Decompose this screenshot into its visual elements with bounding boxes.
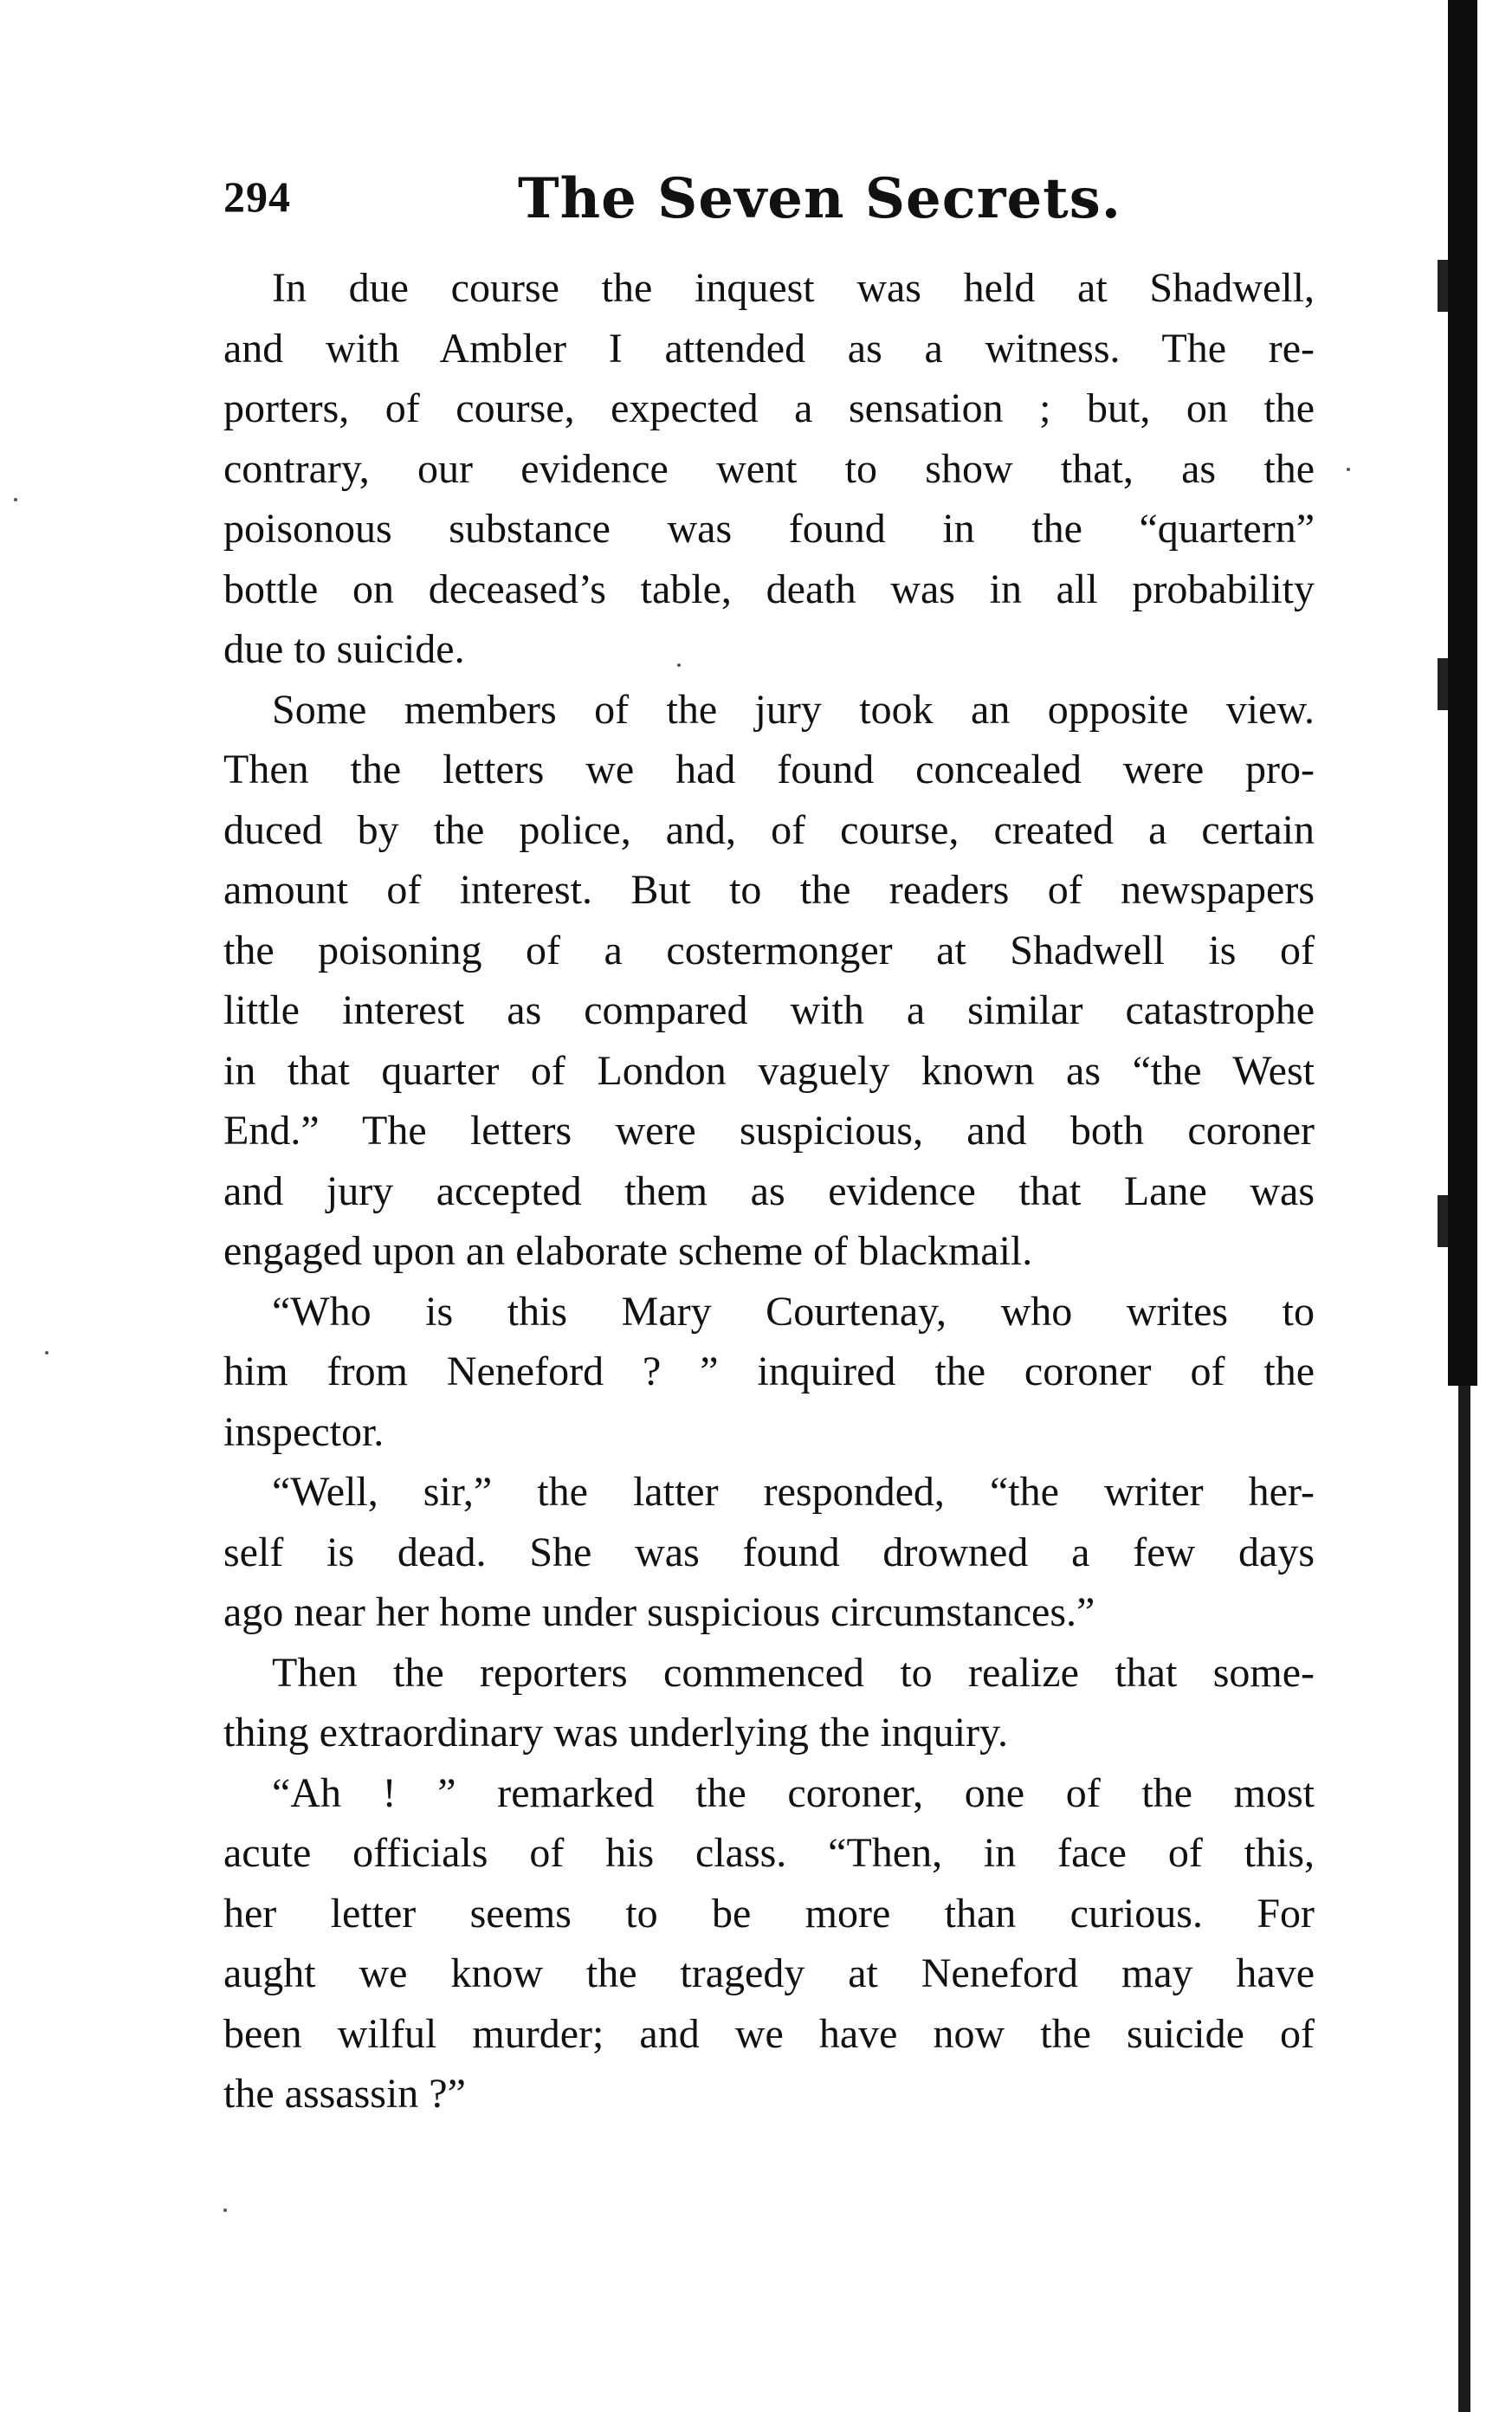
paper-speck <box>223 2208 227 2212</box>
paper-speck <box>45 1351 48 1355</box>
text-line: him from Neneford ? ” inquired the coroner of the <box>223 1348 1315 1394</box>
text-line: engaged upon an elaborate scheme of blackmail. <box>223 1228 1033 1274</box>
text-line: Then the letters we had found concealed were pro- <box>223 747 1315 792</box>
page-edge-shadow <box>1448 0 1477 1386</box>
text-line: Some members of the jury took an opposite view. <box>272 686 1315 733</box>
text-line: and jury accepted them as evidence that Lane was <box>223 1167 1315 1214</box>
text-line: inspector. <box>223 1408 384 1455</box>
text-line: been wilful murder; and we have now the suicide of <box>223 2010 1315 2057</box>
text-line: her letter seems to be more than curious. For <box>223 1890 1315 1937</box>
text-line: In due course the inquest was held at Shadwell, <box>272 265 1315 311</box>
page-edge-notch <box>1438 1195 1448 1247</box>
text-line: the assassin ?” <box>223 2071 466 2117</box>
page-number: 294 <box>223 172 291 221</box>
text-line: duced by the police, and, of course, created a certain <box>223 806 1315 853</box>
text-line: amount of interest. But to the readers of newspapers <box>223 867 1315 913</box>
text-line: “Ah ! ” remarked the coroner, one of the most <box>272 1769 1315 1816</box>
text-line: in that quarter of London vaguely known as “the West <box>223 1047 1315 1094</box>
text-line: self is dead. She was found drowned a few days <box>223 1529 1315 1575</box>
paper-speck <box>14 498 17 501</box>
page-edge-notch <box>1438 658 1448 710</box>
text-line: the poisoning of a costermonger at Shadwell is of <box>223 927 1315 973</box>
text-line: “Well, sir,” the latter responded, “the writer her- <box>272 1469 1315 1515</box>
paper-speck <box>1347 468 1350 471</box>
text-line: aught we know the tragedy at Neneford may have <box>223 1950 1315 1996</box>
text-line: Then the reporters commenced to realize that some- <box>272 1649 1315 1696</box>
body-text <box>223 258 1315 2124</box>
text-line: “Who is this Mary Courtenay, who writes to <box>272 1288 1315 1335</box>
text-line: End.” The letters were suspicious, and both coroner <box>223 1108 1315 1154</box>
text-line: little interest as compared with a similar catastrophe <box>223 987 1315 1033</box>
text-line: bottle on deceased’s table, death was in all probability <box>223 566 1315 612</box>
page-edge-shadow-lower <box>1458 1386 1470 2412</box>
text-line: due to suicide. <box>223 626 465 672</box>
text-line: thing extraordinary was underlying the inquiry. <box>223 1710 1008 1756</box>
text-line: poisonous substance was found in the “quartern” <box>223 506 1315 552</box>
text-line: ago near her home under suspicious circumstances.” <box>223 1589 1095 1635</box>
text-line: porters, of course, expected a sensation ; but, on the <box>223 385 1315 431</box>
text-line: acute officials of his class. “Then, in face of this, <box>223 1830 1315 1876</box>
page-header <box>223 166 1315 244</box>
paper-speck <box>677 663 681 667</box>
running-title: The Seven Secrets. <box>518 166 1122 231</box>
page-edge-notch <box>1438 260 1448 312</box>
text-line: and with Ambler I attended as a witness. The re- <box>223 325 1315 372</box>
text-line: contrary, our evidence went to show that, as the <box>223 445 1315 492</box>
